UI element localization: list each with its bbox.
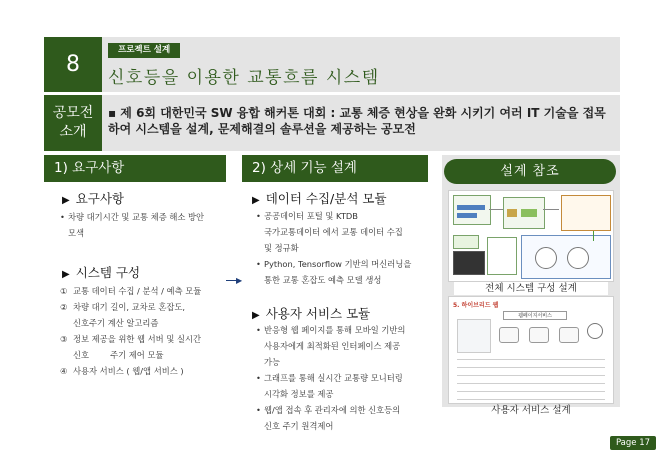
page-title: 신호등을 이용한 교통흐름 시스템 bbox=[108, 68, 380, 88]
user-module-subheading-text: 사용자 서비스 모듈 bbox=[265, 306, 371, 321]
bullet-text: 웹/앱 접속 후 관리자에 의한 신호등의 bbox=[264, 405, 401, 415]
diagram-bar bbox=[457, 205, 485, 210]
diagram-box bbox=[453, 235, 479, 249]
web-service-banner: 웹페이지서비스 bbox=[503, 311, 567, 320]
requirements-bullet: • 차량 대기시간 및 교통 체증 해소 방안 모색 bbox=[60, 209, 230, 241]
bullet-text: 및 정규화 bbox=[264, 243, 299, 253]
system-architecture-diagram bbox=[448, 190, 614, 282]
triangle-bullet-icon: ▶ bbox=[62, 269, 70, 280]
user-module-bullets: • 반응형 웹 페이지를 통해 모바일 기반의 사용자에게 최적화된 인터페이스 제공 가능 • 그래프를 통해 실시간 교통량 모니터링 시각화 정보를 제공 • 웹/앱 접속 후 관리자에 의한 신호등의 신호 주기 원격제어 bbox=[256, 322, 436, 434]
system-config-list bbox=[60, 283, 235, 379]
requirements-subheading bbox=[62, 189, 124, 207]
diagram-connector bbox=[489, 209, 503, 210]
table-divider bbox=[457, 383, 605, 384]
diagram-bar bbox=[521, 209, 537, 217]
triangle-bullet-icon: ▶ bbox=[62, 195, 70, 206]
bullet-text: 시각화 정보를 제공 bbox=[264, 389, 334, 399]
contest-description: ▪ 제 6회 대한민국 SW 융합 해커톤 대회 : 교통 체증 현상을 완화 시키기 여러 IT 기술을 접목하여 시스템을 설계, 문제해결의 솔루션을 제공하는 공모전 bbox=[102, 95, 620, 151]
list-item: ④ 사용자 서비스 ( 웹/앱 서비스 ) bbox=[60, 363, 235, 379]
data-module-subheading-text: 데이터 수집/분석 모듈 bbox=[265, 191, 387, 206]
contest-label bbox=[44, 95, 102, 151]
list-item-text: 사용자 서비스 ( 웹/앱 서비스 ) bbox=[73, 366, 184, 376]
table-divider bbox=[457, 359, 605, 360]
page-number: Page 17 bbox=[610, 436, 656, 450]
requirements-heading: 1) 요구사항 bbox=[44, 155, 226, 182]
list-item: ② 차량 대기 길이, 교차로 혼잡도, bbox=[60, 299, 235, 315]
diagram-bar bbox=[457, 213, 477, 218]
user-module-subheading bbox=[252, 304, 370, 322]
bullet-text: 그래프를 통해 실시간 교통량 모니터링 bbox=[264, 373, 403, 383]
bullet-text: 통한 교통 혼잡도 예측 모델 생성 bbox=[264, 275, 382, 285]
requirements-subheading-text: 요구사항 bbox=[75, 191, 125, 206]
table-divider bbox=[457, 375, 605, 376]
triangle-bullet-icon: ▶ bbox=[252, 310, 260, 321]
bullet-text: 신호 주기 원격제어 bbox=[264, 421, 334, 431]
requirements-bullet-line2: 모색 bbox=[68, 228, 85, 238]
list-item-text: 신호주기 계산 알고리즘 bbox=[73, 318, 159, 328]
diagram-device bbox=[453, 251, 485, 275]
mobile-screen-preview bbox=[457, 319, 491, 353]
system-config-subheading-text: 시스템 구성 bbox=[75, 265, 141, 280]
system-architecture-caption: 전체 시스템 구성 설계 bbox=[454, 282, 608, 295]
contest-label-line1: 공모전 bbox=[52, 105, 94, 121]
system-config-subheading bbox=[62, 263, 140, 281]
bullet-text: Python, Tensorflow 기반의 머신러닝을 bbox=[264, 259, 412, 269]
web-section-title: 5. 하이브리드 웹 bbox=[453, 302, 499, 309]
diagram-connector bbox=[593, 231, 594, 241]
list-item: ③ 정보 제공을 위한 웹 서버 및 실시간 bbox=[60, 331, 235, 347]
diagram-connector bbox=[543, 209, 559, 210]
device-icon bbox=[499, 327, 519, 343]
contest-label-line2: 소개 bbox=[59, 124, 87, 140]
diagram-box bbox=[453, 195, 491, 225]
list-item-text: 차량 대기 길이, 교차로 혼잡도, bbox=[73, 302, 186, 312]
bullet-text: 사용자에게 최적화된 인터페이스 제공 bbox=[264, 341, 401, 351]
diagram-node bbox=[567, 247, 589, 269]
list-item: ① 교통 데이터 수집 / 분석 / 예측 모듈 bbox=[60, 283, 235, 299]
bullet-text: 국가교통데이터 에서 교통 데이터 수집 bbox=[264, 227, 403, 237]
data-module-bullets: • 공공데이터 포털 및 KTDB 국가교통데이터 에서 교통 데이터 수집 및 정규화 • Python, Tensorflow 기반의 머신러닝을 통한 교통 혼잡도 예측 모델 생성 bbox=[256, 208, 436, 288]
device-icon bbox=[559, 327, 579, 343]
user-avatar-icon bbox=[587, 323, 603, 339]
design-reference-heading: 설계 참조 bbox=[444, 159, 616, 184]
requirements-bullet-line1: 차량 대기시간 및 교통 체증 해소 방안 bbox=[68, 212, 205, 222]
device-icon bbox=[529, 327, 549, 343]
connector-arrow-icon: ▶ bbox=[236, 276, 243, 285]
triangle-bullet-icon: ▶ bbox=[252, 195, 260, 206]
diagram-bar bbox=[507, 209, 517, 217]
user-service-diagram bbox=[448, 296, 614, 404]
detail-design-heading: 2) 상세 기능 설계 bbox=[242, 155, 428, 182]
diagram-node bbox=[535, 247, 557, 269]
list-item-text: 신호 주기 제어 모듈 bbox=[73, 350, 164, 360]
table-divider bbox=[457, 391, 605, 392]
user-service-caption: 사용자 서비스 설계 bbox=[491, 405, 571, 416]
bullet-text: 공공데이터 포털 및 KTDB bbox=[264, 211, 358, 221]
table-divider bbox=[457, 399, 605, 400]
table-divider bbox=[457, 367, 605, 368]
section-number: 8 bbox=[44, 37, 102, 92]
list-item-text: 교통 데이터 수집 / 분석 / 예측 모듈 bbox=[73, 286, 202, 296]
diagram-box bbox=[487, 237, 517, 275]
diagram-box bbox=[561, 195, 611, 231]
bullet-text: 가능 bbox=[264, 357, 281, 367]
list-item-text: 정보 제공을 위한 웹 서버 및 실시간 bbox=[73, 334, 202, 344]
bullet-text: 반응형 웹 페이지를 통해 모바일 기반의 bbox=[264, 325, 406, 335]
data-module-subheading bbox=[252, 189, 387, 207]
section-tag: 프로젝트 설계 bbox=[108, 43, 180, 58]
